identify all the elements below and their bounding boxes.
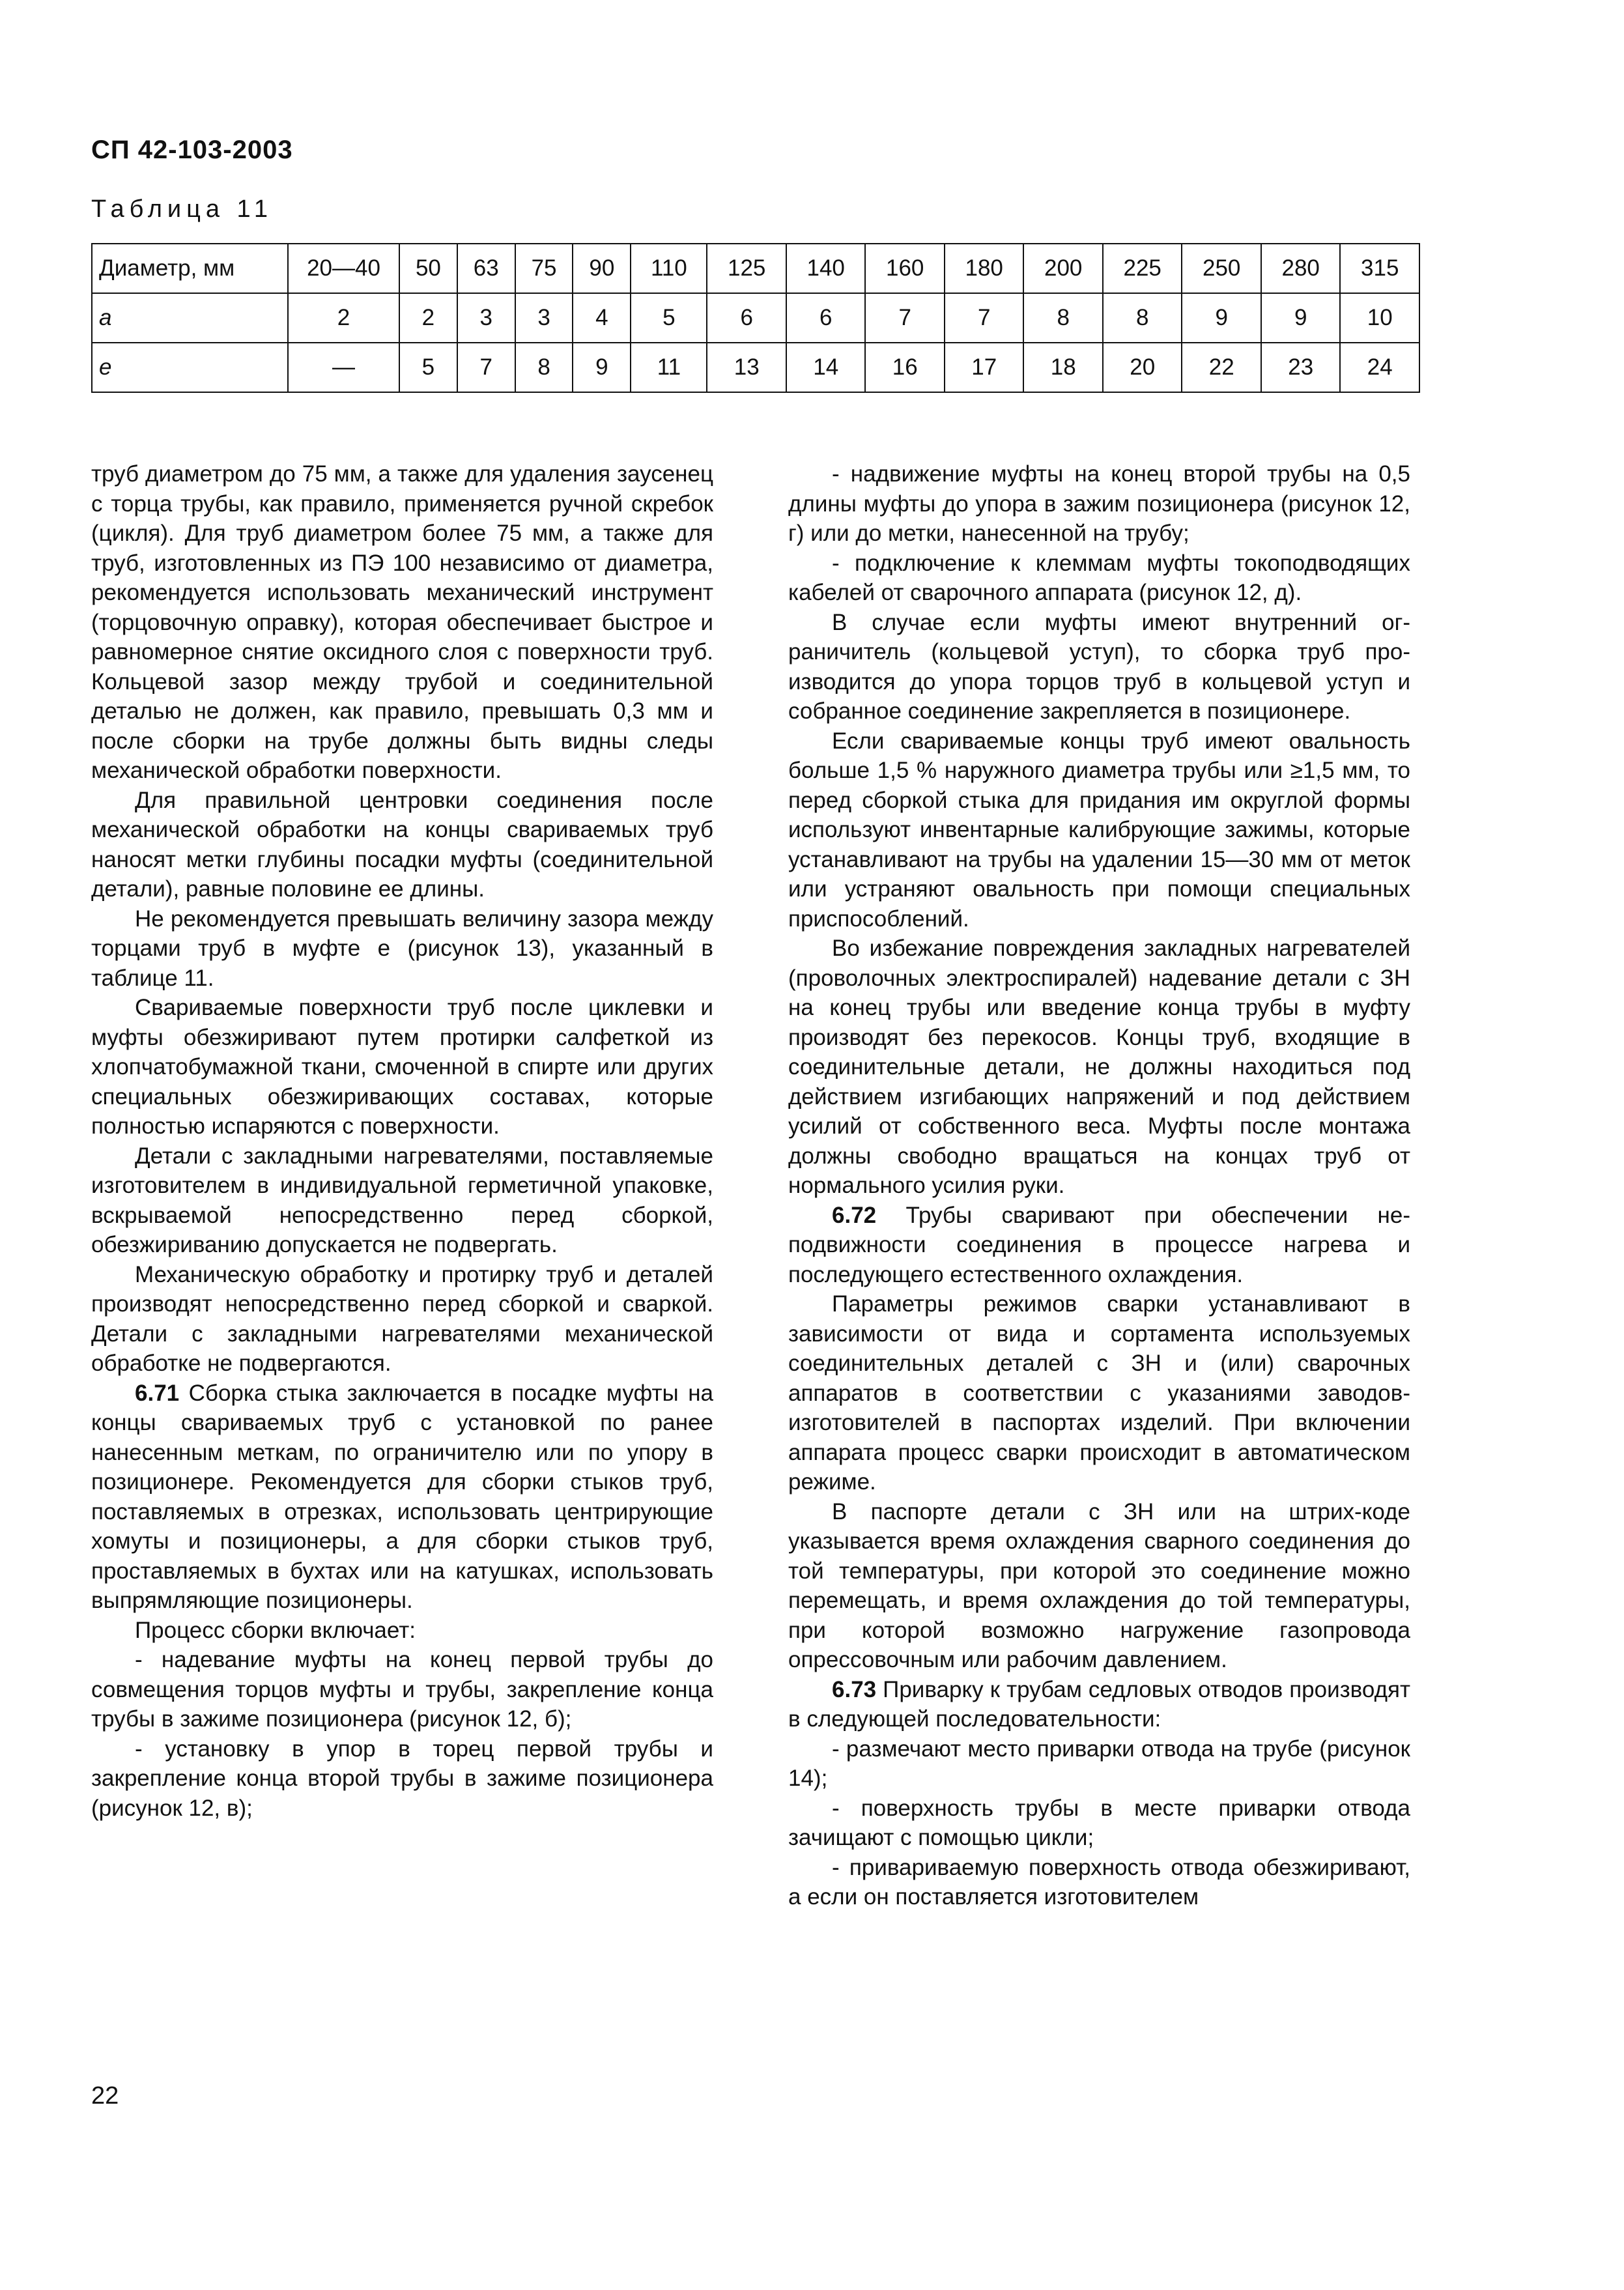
paragraph [788, 934, 1410, 1201]
table-row [92, 343, 1419, 392]
paragraph [91, 993, 713, 1141]
paragraph-text: Процесс сборки включает: [135, 1617, 416, 1643]
table-cell: 7 [945, 293, 1024, 343]
paragraph [788, 1201, 1410, 1290]
document-code: СП 42-103-2003 [91, 136, 293, 164]
paragraph-text: - поверхность трубы в месте приварки отвода зачищают с помощью цикли; [788, 1795, 1410, 1850]
paragraph [788, 1794, 1410, 1853]
table-cell: 6 [707, 293, 786, 343]
right-text-column [788, 459, 1410, 1912]
table-cell: 180 [945, 244, 1024, 293]
left-text-column [91, 459, 713, 1823]
table-caption: Таблица 11 [91, 195, 273, 223]
table-row-header: a [92, 293, 288, 343]
table-cell: 2 [399, 293, 457, 343]
table-cell: 20 [1103, 343, 1182, 392]
paragraph [788, 608, 1410, 726]
table-cell: 160 [865, 244, 945, 293]
table-cell: 18 [1023, 343, 1103, 392]
table-cell: 22 [1182, 343, 1261, 392]
paragraph-text: - надевание муфты на конец первой трубы до совмещения торцов муфты и трубы, закрепление конца трубы в зажиме позиционера (рисунок 12, б); [91, 1647, 713, 1732]
table-cell: 140 [786, 244, 866, 293]
paragraph-text: В случае если муфты имеют внутренний ограничитель (кольцевой уступ), то сборка труб производится до упора торцов труб в кольцевой уступ и собранное соединение закрепляется в позиционере. [788, 609, 1410, 724]
table-cell: 315 [1340, 244, 1419, 293]
table-cell: 9 [1182, 293, 1261, 343]
table-cell: 9 [1261, 293, 1341, 343]
paragraph [91, 1141, 713, 1260]
paragraph [91, 1616, 713, 1646]
table-cell: 280 [1261, 244, 1341, 293]
paragraph-text: - надвижение муфты на конец второй трубы на 0,5 длины муфты до упора в зажим позиционера (рисунок 12, г) или до метки, нанесенной на трубу; [788, 461, 1410, 546]
table-cell: 10 [1340, 293, 1419, 343]
table-cell: 5 [399, 343, 457, 392]
paragraph-text: Детали с закладными нагревателями, поставляемые изготовителем в индивидуальной герметичной упаковке, вскрываемой непосредственно перед сборкой, обезжириванию допускается не подвергать. [91, 1143, 713, 1257]
clause-number: 6.72 [832, 1202, 877, 1228]
table-row-header: e [92, 343, 288, 392]
paragraph-text: - подключение к клеммам муфты токоподводящих кабелей от сварочного аппарата (рисунок 12, д). [788, 550, 1410, 605]
table-cell: 8 [1103, 293, 1182, 343]
table-cell: 110 [631, 244, 707, 293]
paragraph-text: Параметры режимов сварки устанавливают в зависимости от вида и сортамента используемых соединительных деталей с ЗН и (или) сварочных аппаратов в соответствии с указаниями заводов-изготовителей в паспортах изделий. При включении аппарата процесс сварки происходит в автоматическом режиме. [788, 1291, 1410, 1495]
table-cell: 50 [399, 244, 457, 293]
table-cell: 250 [1182, 244, 1261, 293]
table-cell: 16 [865, 343, 945, 392]
table-cell: 24 [1340, 343, 1419, 392]
page-number: 22 [91, 2082, 119, 2110]
table-cell: 14 [786, 343, 866, 392]
paragraph-text: - размечают место приварки отвода на трубе (рисунок 14); [788, 1736, 1410, 1791]
table-cell: 75 [515, 244, 573, 293]
paragraph-text: - привариваемую поверхность отвода обезжиривают, а если он поставляется изготовителем [788, 1854, 1410, 1910]
table-cell: 9 [573, 343, 631, 392]
table-cell: 17 [945, 343, 1024, 392]
clause-number: 6.71 [135, 1380, 180, 1406]
paragraph [91, 1379, 713, 1616]
paragraph-text: Не рекомендуется превышать величину зазора между торцами труб в муфте е (рисунок 13), указанный в таблице 11. [91, 906, 713, 991]
paragraph [91, 1734, 713, 1824]
paragraph [788, 1853, 1410, 1912]
table-cell: 4 [573, 293, 631, 343]
dimensions-table [91, 243, 1420, 393]
paragraph [788, 1675, 1410, 1734]
table-cell: 225 [1103, 244, 1182, 293]
paragraph-text: В паспорте детали с ЗН или на штрих-коде указывается время охлаждения сварного соединения до той температуры, при которой это соединение можно перемещать, и время охлаждения до той температуры, при которой возможно нагружение газопровода опрессовочным или рабочим давлением. [788, 1498, 1410, 1672]
table-cell: 90 [573, 244, 631, 293]
paragraph-text: Трубы сваривают при обеспечении неподвижности соединения в процессе нагрева и последующего естественного охлаждения. [788, 1202, 1410, 1287]
paragraph [788, 1734, 1410, 1794]
table-cell: 20—40 [288, 244, 399, 293]
paragraph-text: Если свариваемые концы труб имеют овальность больше 1,5 % наружного диаметра трубы или ≥1,5 мм, то перед сборкой стыка для придания им округлой формы используют инвентарные калибрующие зажимы, которые устанавливают на трубы на удалении 15—30 мм от меток или устраняют овальность при помощи специальных приспособлений. [788, 728, 1410, 932]
paragraph [788, 459, 1410, 549]
table-cell: 7 [865, 293, 945, 343]
paragraph-text: - установку в упор в торец первой трубы и закрепление конца второй трубы в зажиме позиционера (рисунок 12, в); [91, 1736, 713, 1821]
table-cell: 7 [457, 343, 515, 392]
table-cell: 3 [515, 293, 573, 343]
table-cell: — [288, 343, 399, 392]
paragraph-text: труб диаметром до 75 мм, а также для удаления заусенец с торца трубы, как правило, применяется ручной скребок (цикля). Для труб диаметром более 75 мм, а также для труб, изготовленных из ПЭ 100 независимо от диаметра, рекомендуется использовать механический инструмент (торцовочную оправку), которая обеспечивает быстрое и равномерное снятие оксидного слоя с поверхности труб. Кольцевой зазор между трубой и соединительной деталью не должен, как правило, превышать 0,3 мм и после сборки на трубе должны быть видны следы механической обработки поверхности. [91, 461, 713, 783]
paragraph [788, 1289, 1410, 1497]
table-row [92, 244, 1419, 293]
paragraph [91, 1260, 713, 1379]
table-cell: 2 [288, 293, 399, 343]
paragraph-text: Сборка стыка заключается в посадке муфты на концы свариваемых труб с установкой по ранее нанесенным меткам, по ограничителю или по упору в позиционере. Рекомендуется для сборки стыков труб, поставляемых в отрезках, использовать центрирующие хомуты и позиционеры, а для сборки стыков труб, проставляемых в бухтах или на катушках, использовать выпрямляющие позиционеры. [91, 1380, 713, 1613]
paragraph-text: Механическую обработку и протирку труб и деталей производят непосредственно перед сборкой и сваркой. Детали с закладными нагревателями механической обработке не подвергаются. [91, 1261, 713, 1376]
table-cell: 8 [515, 343, 573, 392]
paragraph [91, 1645, 713, 1734]
table-cell: 63 [457, 244, 515, 293]
table-cell: 5 [631, 293, 707, 343]
table-cell: 6 [786, 293, 866, 343]
table-cell: 11 [631, 343, 707, 392]
paragraph [788, 549, 1410, 608]
paragraph [91, 786, 713, 904]
table-row-header: Диаметр, мм [92, 244, 288, 293]
table-cell: 23 [1261, 343, 1341, 392]
table-cell: 8 [1023, 293, 1103, 343]
table-row [92, 293, 1419, 343]
paragraph [788, 726, 1410, 934]
paragraph-text: Во избежание повреждения закладных нагревателей (проволочных электроспиралей) надевание детали с ЗН на конец трубы или введение конца трубы в муфту производят без перекосов. Концы труб, входящие в соединительные детали, не должны находиться под действием изгибающих напряжений и под действием усилий от собственного веса. Муфты после монтажа должны свободно вращаться на концах труб от нормального усилия руки. [788, 936, 1410, 1198]
paragraph-text: Свариваемые поверхности труб после циклевки и муфты обезжиривают путем протирки салфеткой из хлопчатобумажной ткани, смоченной в спирте или других специальных обезжиривающих составах, которые полностью испаряются с поверхности. [91, 995, 713, 1139]
table-cell: 3 [457, 293, 515, 343]
clause-number: 6.73 [832, 1676, 877, 1702]
paragraph-text: Приварку к трубам седловых отводов производят в следующей последовательности: [788, 1676, 1410, 1732]
paragraph-text: Для правильной центровки соединения после механической обработки на концы свариваемых труб наносят метки глубины посадки муфты (соединительной детали), равные половине ее длины. [91, 787, 713, 902]
table-cell: 200 [1023, 244, 1103, 293]
table-cell: 13 [707, 343, 786, 392]
paragraph [91, 904, 713, 994]
table-cell: 125 [707, 244, 786, 293]
paragraph [91, 459, 713, 786]
paragraph [788, 1497, 1410, 1675]
